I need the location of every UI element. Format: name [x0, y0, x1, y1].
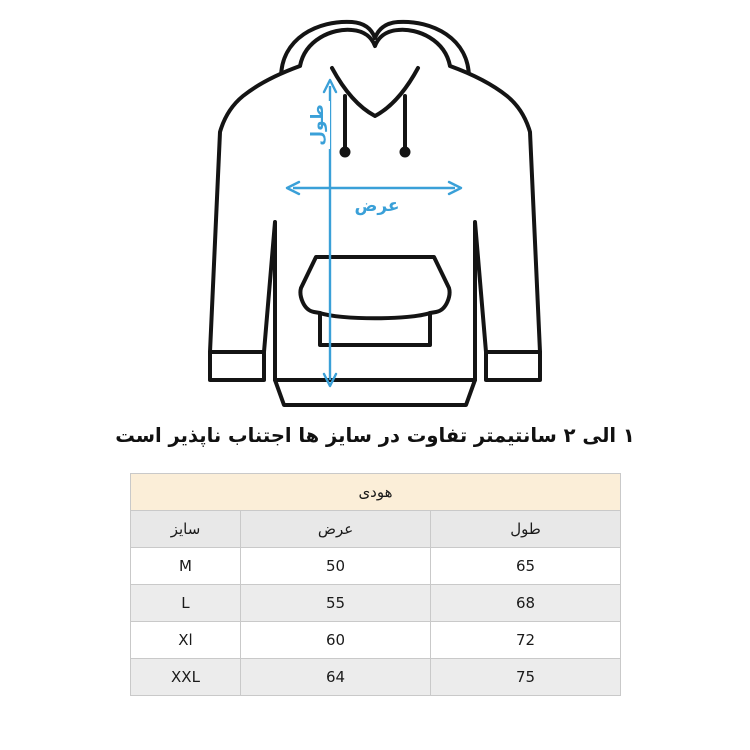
- cell-size: Xl: [130, 622, 240, 659]
- cell-width: 60: [241, 622, 431, 659]
- table-title-row: [130, 474, 620, 511]
- header-length: طول: [431, 511, 621, 548]
- cell-width: 50: [241, 548, 431, 585]
- table-row: [130, 548, 620, 585]
- table-header-row: [130, 511, 620, 548]
- cell-length: 65: [431, 548, 621, 585]
- cell-size: M: [130, 548, 240, 585]
- cell-length: 68: [431, 585, 621, 622]
- table-row: [130, 659, 620, 696]
- cell-size: XXL: [130, 659, 240, 696]
- table-title: هودی: [130, 474, 620, 511]
- header-size: سایز: [130, 511, 240, 548]
- size-table: [130, 473, 621, 696]
- tolerance-note: ۱ الی ۲ سانتیمتر تفاوت در سایز ها اجتناب ناپذیر است: [115, 424, 635, 447]
- table-row: [130, 585, 620, 622]
- header-width: عرض: [241, 511, 431, 548]
- cell-length: 72: [431, 622, 621, 659]
- length-dimension-label: طول: [308, 104, 328, 146]
- size-table-container: [131, 473, 621, 696]
- table-row: [130, 622, 620, 659]
- cell-length: 75: [431, 659, 621, 696]
- cell-width: 64: [241, 659, 431, 696]
- width-dimension-label: عرض: [354, 196, 400, 216]
- cell-size: L: [130, 585, 240, 622]
- cell-width: 55: [241, 585, 431, 622]
